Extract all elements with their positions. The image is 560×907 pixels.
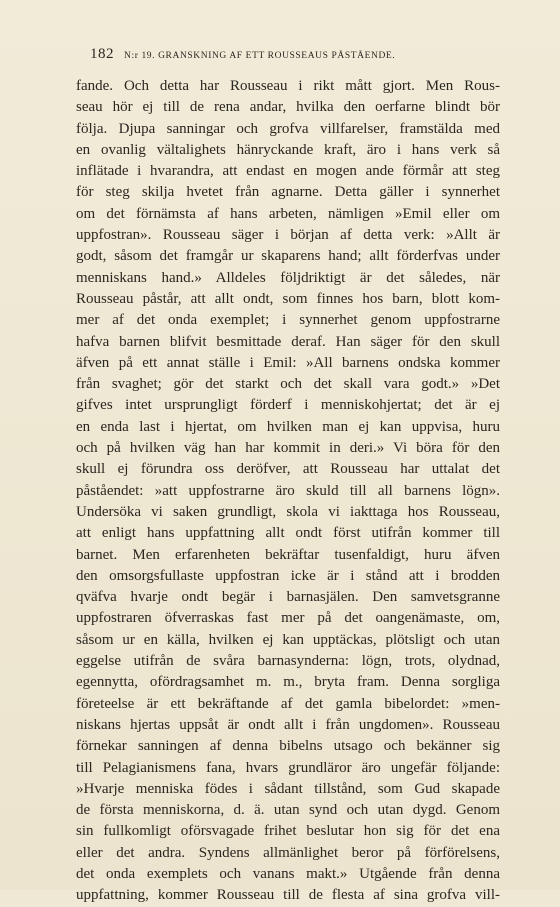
text-line: hafva barnen blifvit besmittade deraf. Han säger för den skull bbox=[76, 333, 500, 350]
page-number: 182 bbox=[90, 46, 114, 62]
text-line: såsom ur en källa, hvilken ej kan upptäckas, plötsligt och utan bbox=[76, 631, 500, 648]
text-line: »Hvarje menniska födes i sådant tillstånd, som Gud skapade bbox=[76, 780, 500, 797]
text-line: qväfva hvarje ondt begär i barnasjälen. Den samvetsgranne bbox=[76, 589, 500, 606]
text-line: den omsorgsfullaste uppfostran icke är i stånd att i brodden bbox=[76, 567, 500, 584]
text-line: Undersöka vi saken grundligt, skola vi iakttaga hos Rousseau, bbox=[76, 503, 500, 520]
text-line: Rousseau påstår, att allt ondt, som finnes hos barn, blott kom- bbox=[76, 290, 500, 307]
text-line: inflätade i hvarandra, att endast en mogen ande förmår att steg bbox=[76, 163, 500, 180]
text-line: sin fullkomligt oförsvagade frihet beslutar hon sig för det ena bbox=[76, 823, 500, 840]
text-line: egennytta, ofördragsamhet m. m., bryta fram. Denna sorgliga bbox=[76, 674, 500, 691]
text-line: äfven på ett annat ställe i Emil: »All barnens ondska kommer bbox=[76, 354, 500, 371]
text-line: gifves intet ursprungligt förderf i menniskohjertat; det är ej bbox=[76, 397, 500, 414]
text-line: eggelse utifrån de svåra barnasynderna: lögn, trots, olydnad, bbox=[76, 653, 500, 670]
text-line: godt, såsom det framgår ur skaparens hand; allt förderfvas under bbox=[76, 248, 500, 265]
text-line: menniskans hand.» Alldeles följdriktigt är det således, när bbox=[76, 269, 500, 286]
text-line: en ovanlig vältalighets hänryckande kraft, äro i hans verk så bbox=[76, 141, 500, 158]
text-line: påståendet: »att uppfostrarne äro skuld till all barnens lögn». bbox=[76, 482, 500, 499]
text-line: en enda last i hjertat, om hvilken man ej kan uppvisa, huru bbox=[76, 418, 500, 435]
text-line: förnekar sanningen af denna bibelns utsago och bekänner sig bbox=[76, 738, 500, 755]
text-line: från svaghet; gör det starkt och det skall vara godt.» »Det bbox=[76, 376, 500, 393]
text-line: uppfattning, kommer Rousseau till de flesta af sina grofva vill- bbox=[76, 887, 500, 904]
text-line: uppfostran». Rousseau säger i början af detta verk: »Allt är bbox=[76, 227, 500, 244]
text-line: eller det andra. Syndens allmänlighet beror på förförelsens, bbox=[76, 844, 500, 861]
text-line: följa. Djupa sanningar och grofva villfarelser, framstälda med bbox=[76, 120, 500, 137]
text-line: skull ej förundra oss deröfver, att Rousseau har uttalat det bbox=[76, 461, 500, 478]
text-line: att enligt hans uppfattning allt ondt först utifrån kommer till bbox=[76, 525, 500, 542]
text-line: till Pelagianismens fana, hvars grundläror äro ungefär följande: bbox=[76, 759, 500, 776]
page-header bbox=[90, 46, 500, 63]
text-line: uppfostraren öfverraskas fast mer på det oangenämaste, om, bbox=[76, 610, 500, 627]
text-line: för steg skilja hvetet från agnarne. Detta gäller i synnerhet bbox=[76, 184, 500, 201]
text-line: företeelse är ett bekräftande af det gamla bibelordet: »men- bbox=[76, 695, 500, 712]
text-line: om det förnämsta af hans arbeten, nämligen »Emil eller om bbox=[76, 205, 500, 222]
text-line: mer af det onda exemplet; i synnerhet genom uppfostrarne bbox=[76, 312, 500, 329]
text-line: och på hvilken väg han har kommit in deri.» Vi böra för den bbox=[76, 440, 500, 457]
text-line: seau hör ej till de rena andar, hvilka den oerfarne blindt bör bbox=[76, 99, 500, 116]
text-line: barnet. Men erfarenheten bekräftar tusenfaldigt, huru äfven bbox=[76, 546, 500, 563]
text-line: de första menniskorna, d. ä. utan synd och utan dygd. Genom bbox=[76, 802, 500, 819]
text-line: niskans hjertas uppsåt är ondt allt i från ungdomen». Rousseau bbox=[76, 716, 500, 733]
text-line: fande. Och detta har Rousseau i rikt mått gjort. Men Rous- bbox=[76, 78, 500, 94]
text-line: det onda exemplets och vanans makt.» Utgående från denna bbox=[76, 865, 500, 882]
body-text bbox=[76, 76, 500, 907]
running-title: N:r 19. GRANSKNING AF ETT ROUSSEAUS PÅSTÅENDE. bbox=[124, 51, 396, 61]
